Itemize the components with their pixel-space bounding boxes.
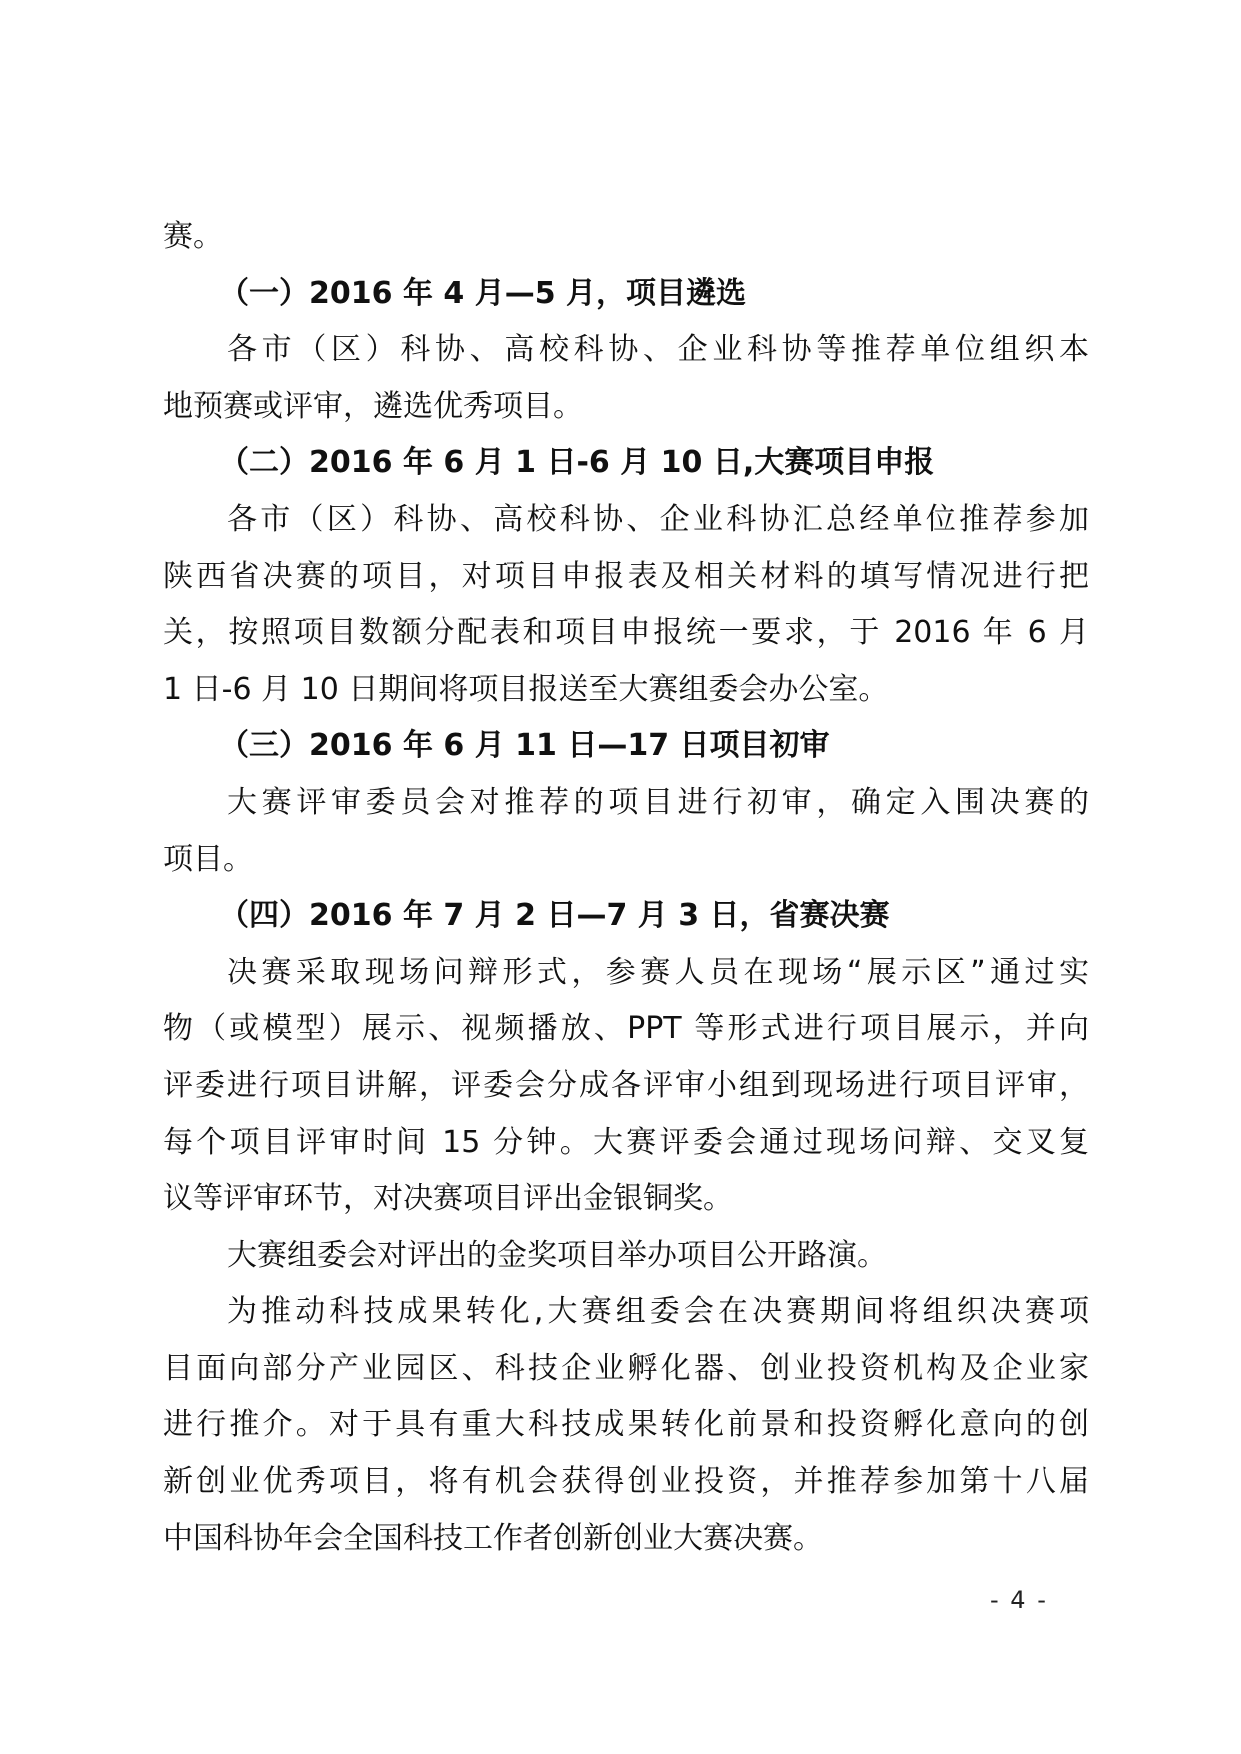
heading-text: （二）2016 年 6 月 1 日-6 月 10 日,大赛项目申报 (219, 445, 935, 481)
text-line: 地预赛或评审，遴选优秀项目。 (163, 388, 583, 424)
paragraph (163, 492, 1089, 718)
text-line: 物（或模型）展示、视频播放、PPT 等形式进行项目展示，并向 (163, 1011, 1089, 1047)
paragraph (163, 1228, 1089, 1285)
text-line: 议等评审环节，对决赛项目评出金银铜奖。 (163, 1181, 733, 1217)
text-line: 陕西省决赛的项目，对项目申报表及相关材料的填写情况进行把 (163, 558, 1089, 594)
text-line: 每个项目评审时间 15 分钟。大赛评委会通过现场问辩、交叉复 (163, 1124, 1089, 1160)
page-number: - 4 - (990, 1586, 1048, 1614)
text-line: 大赛组委会对评出的金奖项目举办项目公开路演。 (227, 1237, 887, 1273)
text-line: 评委进行项目讲解，评委会分成各评审小组到现场进行项目评审， (163, 1067, 1089, 1103)
paragraph (163, 1284, 1089, 1567)
text-line: 进行推介。对于具有重大科技成果转化前景和投资孵化意向的创 (163, 1407, 1089, 1443)
heading-text: （四）2016 年 7 月 2 日—7 月 3 日，省赛决赛 (219, 898, 890, 934)
text-line: 赛。 (163, 219, 223, 254)
text-line: 大赛评审委员会对推荐的项目进行初审，确定入围决赛的 (227, 784, 1089, 820)
text-line: 各市（区）科协、高校科协、企业科协等推荐单位组织本 (227, 332, 1089, 368)
heading-text: （一）2016 年 4 月—5 月，项目遴选 (219, 275, 747, 311)
document-body (163, 209, 1089, 1567)
section-heading (163, 888, 1089, 945)
text-line: 决赛采取现场问辩形式，参赛人员在现场“展示区”通过实 (227, 954, 1089, 990)
paragraph (163, 945, 1089, 1228)
text-line: 关，按照项目数额分配表和项目申报统一要求，于 2016 年 6 月 (163, 615, 1089, 651)
section-heading (163, 435, 1089, 492)
text-line: 1 日-6 月 10 日期间将项目报送至大赛组委会办公室。 (163, 671, 889, 707)
text-line: 为推动科技成果转化,大赛组委会在决赛期间将组织决赛项 (227, 1294, 1089, 1330)
paragraph (163, 209, 1089, 266)
section-heading (163, 718, 1089, 775)
text-line: 目面向部分产业园区、科技企业孵化器、创业投资机构及企业家 (163, 1350, 1089, 1386)
section-heading (163, 266, 1089, 323)
paragraph (163, 322, 1089, 435)
text-line: 新创业优秀项目，将有机会获得创业投资，并推荐参加第十八届 (163, 1464, 1089, 1500)
paragraph (163, 775, 1089, 888)
heading-text: （三）2016 年 6 月 11 日—17 日项目初审 (219, 728, 830, 764)
text-line: 项目。 (163, 841, 253, 877)
text-line: 各市（区）科协、高校科协、企业科协汇总经单位推荐参加 (227, 501, 1089, 537)
text-line: 中国科协年会全国科技工作者创新创业大赛决赛。 (163, 1520, 823, 1556)
